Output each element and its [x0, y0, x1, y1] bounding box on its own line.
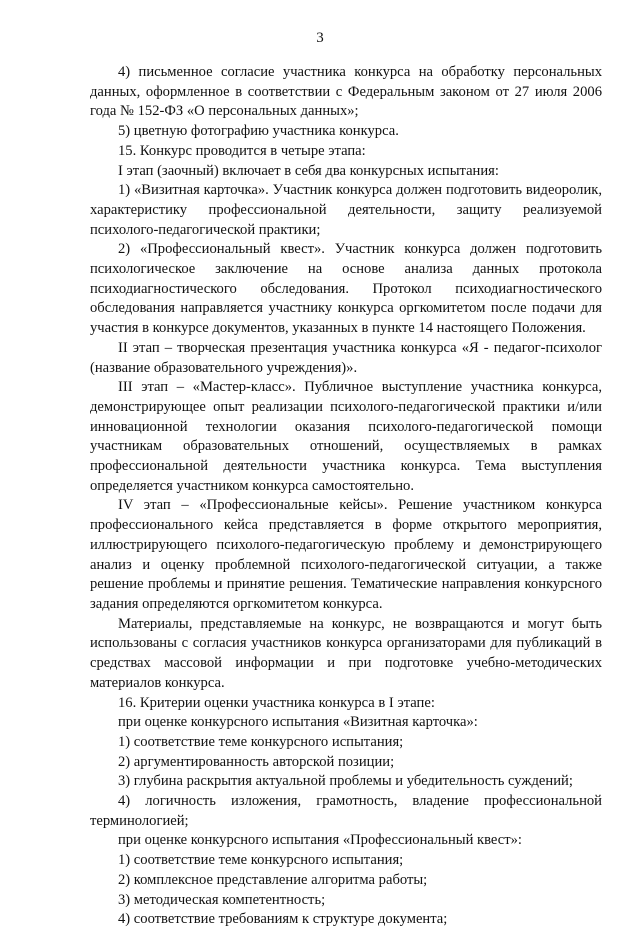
list-item: 1) соответствие теме конкурсного испытания; — [118, 852, 404, 869]
paragraph-photo: 5) цветную фотографию участника конкурса. — [118, 123, 399, 140]
paragraph-clause-16: 16. Критерии оценки участника конкурса в I этапе: — [118, 694, 435, 711]
document-body — [90, 63, 602, 930]
list-item: 4) соответствие требованиям к структуре документа; — [118, 911, 448, 928]
paragraph-stage-3: III этап – «Мастер-класс». Публичное выступление участника конкурса, демонстрирующее опыт реализации психолого-педагогической практики и/или инновационной технологии оказания психолого-педагогической помощи участникам образовательных отношений, осуществляемых в рамках профессиональной деятельности участника конкурса. Тема выступления определяется участником конкурса самостоятельно. — [90, 379, 602, 494]
page-number: 3 — [316, 30, 324, 46]
paragraph-stage-4: IV этап – «Профессиональные кейсы». Решение участником конкурса профессионального кейса представляется в форме открытого мероприятия, иллюстрирующего психолого-педагогическую проблему и демонстрирующего анализ и оценку проблемной психолого-педагогической ситуации, а также решение проблемы и принятие решения. Тематические направления конкурсного задания определяются оргкомитетом конкурса. — [90, 497, 602, 612]
list-item: 2) комплексное представление алгоритма работы; — [118, 871, 428, 888]
list-item: 3) методическая компетентность; — [118, 891, 326, 908]
paragraph-stage-2: II этап – творческая презентация участника конкурса «Я - педагог-психолог (название образовательного учреждения)». — [90, 339, 602, 376]
paragraph-consent: 4) письменное согласие участника конкурса на обработку персональных данных, оформленное в соответствии с Федеральным законом от 27 июля 2006 года № 152-ФЗ «О персональных данных»; — [90, 64, 602, 120]
paragraph-business-card: 1) «Визитная карточка». Участник конкурса должен подготовить видеоролик, характеристику профессиональной деятельности, защиту реализуемой психолого-педагогической практики; — [90, 182, 602, 238]
paragraph-card-criteria-heading: при оценке конкурсного испытания «Визитная карточка»: — [118, 714, 478, 731]
paragraph-stage-1: I этап (заочный) включает в себя два конкурсных испытания: — [118, 162, 499, 179]
list-item: 2) аргументированность авторской позиции; — [118, 753, 395, 770]
paragraph-materials: Материалы, представляемые на конкурс, не возвращаются и могут быть использованы с согласия участников конкурса организаторами для публикаций в средствах массовой информации и при подготовке учебно-методических материалов конкурса. — [90, 615, 602, 691]
paragraph-clause-15: 15. Конкурс проводится в четыре этапа: — [118, 142, 366, 159]
list-item: 3) глубина раскрытия актуальной проблемы и убедительность суждений; — [118, 773, 573, 790]
list-item: 4) логичность изложения, грамотность, владение профессиональной терминологией; — [90, 793, 602, 829]
paragraph-quest-criteria-heading: при оценке конкурсного испытания «Профессиональный квест»: — [118, 832, 522, 849]
paragraph-professional-quest: 2) «Профессиональный квест». Участник конкурса должен подготовить психологическое заключение на основе анализа данных протокола психодиагностического обследования. Протокол психодиагностического обследования направляется участнику конкурса оргкомитетом после подачи для участия в конкурсе документов, указанных в пункте 14 настоящего Положения. — [90, 241, 602, 337]
list-item: 1) соответствие теме конкурсного испытания; — [118, 733, 404, 750]
